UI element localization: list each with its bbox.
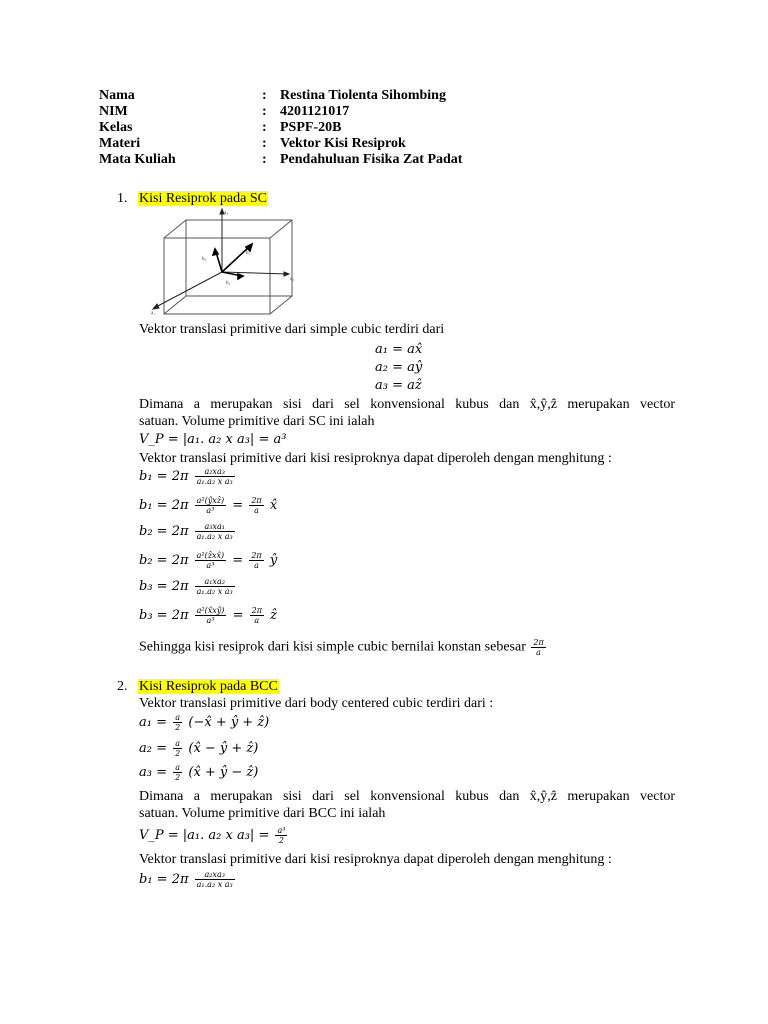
sc-conclusion	[139, 638, 548, 657]
b2-unit-vector: ŷ	[269, 553, 278, 568]
header-label: Kelas	[99, 120, 133, 135]
b2-rhs-numerator: 2π	[251, 551, 262, 560]
header-row-nim	[99, 104, 462, 120]
a2-lhs: a₂ =	[139, 741, 167, 756]
b3-result-denominator: a³	[195, 615, 227, 625]
sc-reciprocal-intro: Vektor translasi primitive dari kisi resiproknya dapat diperoleh dengan menghitung :	[139, 451, 612, 466]
bcc-a2-equation	[139, 739, 258, 758]
label-a1: a₁	[151, 311, 155, 316]
header-colon: :	[262, 152, 267, 167]
header-value: 4201121017	[280, 104, 350, 119]
b2-denominator: a₁.a₂ x a₃	[196, 532, 233, 541]
sc-intro-text: Vektor translasi primitive dari simple cubic terdiri dari	[139, 322, 445, 337]
b1-denominator: a₁.a₂ x a₃	[196, 880, 233, 889]
b3-lhs: b₃ = 2π	[139, 579, 189, 594]
b1-result-numerator: a²(ŷxẑ)	[196, 496, 225, 505]
bcc-description-line2: satuan. Volume primitive dari BCC ini ialah	[139, 806, 386, 821]
section-title-text: Kisi Resiprok pada BCC	[139, 679, 278, 694]
sc-conclusion-text: Sehingga kisi resiprok dari kisi simple cubic bernilai konstan sebesar	[139, 639, 526, 655]
a1-lhs: a₁ =	[139, 715, 167, 730]
sc-description-line2: satuan. Volume primitive dari SC ini ialah	[139, 414, 375, 429]
b1-rhs-denominator: a	[249, 505, 263, 515]
sc-b2-result: b₂ = 2π $\frac{\text{a²(ẑxx̂)}}{\text{a³}}$ = $\frac{2\pi}{a}$ ŷ	[139, 551, 278, 570]
student-info-header	[99, 88, 462, 168]
sc-a1-equation: a₁ = ax̂	[375, 342, 423, 357]
conclusion-denominator: a	[531, 647, 545, 657]
bcc-intro-text: Vektor translasi primitive dari body centered cubic terdiri dari :	[139, 696, 494, 711]
b1-lhs: b₁ = 2π	[139, 498, 189, 513]
sc-b2-definition	[139, 522, 237, 541]
bcc-a3-equation	[139, 763, 258, 782]
sc-a3-equation: a₃ = aẑ	[375, 378, 422, 393]
b1-denominator: a₁.a₂ x a₃	[196, 477, 233, 486]
b2-rhs-denominator: a	[249, 560, 263, 570]
sc-description-line1: Dimana a merupakan sisi dari sel konvensional kubus dan x̂,ŷ,ẑ merupakan vector	[139, 397, 675, 412]
b3-lhs: b₃ = 2π	[139, 608, 189, 623]
sc-cube-figure	[150, 208, 300, 318]
section-2-title	[117, 679, 279, 695]
label-a3: a₃	[224, 211, 228, 216]
header-label: NIM	[99, 104, 128, 119]
bcc-a1-equation	[139, 713, 269, 732]
bcc-description-line1: Dimana a merupakan sisi dari sel konvensional kubus dan x̂,ŷ,ẑ merupakan vector	[139, 789, 675, 804]
b1-rhs-numerator: 2π	[251, 496, 262, 505]
header-row-mata-kuliah	[99, 152, 462, 168]
half-numerator: a	[175, 763, 181, 772]
b1-numerator: a₂xa₃	[204, 467, 225, 476]
sc-a2-equation: a₂ = aŷ	[375, 360, 423, 375]
volume-numerator: a³	[277, 826, 286, 835]
bcc-volume-equation	[139, 826, 289, 845]
header-value: PSPF-20B	[280, 120, 342, 135]
a2-rhs: (x̂ − ŷ + ẑ)	[188, 741, 259, 756]
b1-result-denominator: a³	[195, 505, 226, 515]
header-value: Pendahuluan Fisika Zat Padat	[280, 152, 463, 167]
b1-unit-vector: x̂	[269, 498, 278, 513]
bcc-b1-definition	[139, 870, 237, 889]
header-label: Mata Kuliah	[99, 152, 176, 167]
b2-numerator: a₃xa₁	[204, 522, 225, 531]
sc-b1-result: b₁ = 2π $\frac{\text{a²(ŷxẑ)}}{\text{a³}}$ = $\frac{2\pi}{a}$ x̂	[139, 496, 278, 515]
header-colon: :	[262, 136, 267, 151]
bcc-reciprocal-intro: Vektor translasi primitive dari kisi resiproknya dapat diperoleh dengan menghitung :	[139, 852, 612, 867]
half-numerator: a	[175, 739, 181, 748]
sc-b3-definition	[139, 577, 237, 596]
header-row-materi	[99, 136, 462, 152]
header-row-name	[99, 88, 462, 104]
volume-lhs: V_P = |a₁. a₂ x a₃| =	[139, 828, 270, 843]
b3-denominator: a₁.a₂ x a₃	[196, 587, 233, 596]
section-number: 2.	[117, 679, 128, 694]
b3-rhs-numerator: 2π	[251, 606, 262, 615]
header-label: Materi	[99, 136, 141, 151]
sc-b3-result: b₃ = 2π $\frac{\text{a²(x̂xŷ)}}{\text{a³}}$ = $\frac{2\pi}{a}$ ẑ	[139, 606, 277, 625]
half-numerator: a	[175, 713, 181, 722]
header-colon: :	[262, 104, 267, 119]
volume-denominator: 2	[275, 835, 287, 845]
label-b2: b₂	[202, 257, 207, 262]
b1-lhs: b₁ = 2π	[139, 469, 189, 484]
a3-lhs: a₃ =	[139, 765, 167, 780]
section-number: 1.	[117, 191, 128, 206]
header-value: Restina Tiolenta Sihombing	[280, 88, 446, 103]
b3-numerator: a₁xa₂	[204, 577, 225, 586]
label-b3: b₃	[226, 281, 231, 286]
sc-b1-definition	[139, 467, 237, 486]
half-denominator: 2	[175, 723, 181, 732]
b3-rhs-denominator: a	[250, 615, 264, 625]
b2-result-denominator: a³	[195, 560, 226, 570]
header-colon: :	[262, 120, 267, 135]
label-a2: a₂	[290, 277, 294, 282]
b2-lhs: b₂ = 2π	[139, 553, 189, 568]
section-1-title	[117, 191, 268, 207]
half-denominator: 2	[175, 773, 181, 782]
b1-lhs: b₁ = 2π	[139, 872, 189, 887]
b2-result-numerator: a²(ẑxx̂)	[196, 551, 225, 560]
a1-rhs: (−x̂ + ŷ + ẑ)	[188, 715, 270, 730]
header-label: Nama	[99, 88, 135, 103]
half-denominator: 2	[175, 749, 181, 758]
section-title-text: Kisi Resiprok pada SC	[139, 191, 267, 206]
header-value: Vektor Kisi Resiprok	[280, 136, 406, 151]
b2-lhs: b₂ = 2π	[139, 524, 189, 539]
header-row-kelas	[99, 120, 462, 136]
header-colon: :	[262, 88, 267, 103]
label-b1: b₁	[246, 251, 251, 256]
b3-result-numerator: a²(x̂xŷ)	[196, 606, 225, 615]
a3-rhs: (x̂ + ŷ − ẑ)	[188, 765, 259, 780]
conclusion-numerator: 2π	[533, 638, 544, 647]
b3-unit-vector: ẑ	[270, 608, 277, 623]
sc-volume-equation: V_P = |a₁. a₂ x a₃| = a³	[139, 432, 287, 447]
b1-numerator: a₂xa₃	[204, 870, 225, 879]
